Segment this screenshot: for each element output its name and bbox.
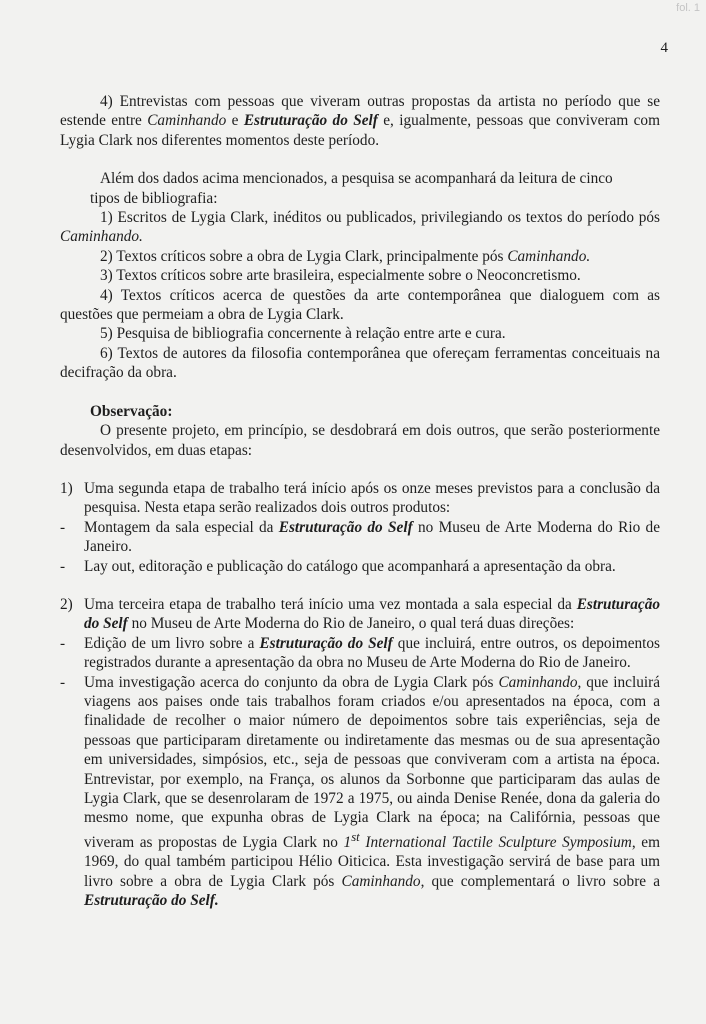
stage-1 (60, 479, 660, 518)
observation-heading: Observação: (90, 402, 173, 420)
intro-line: Além dos dados acima mencionados, a pesquisa se acompanhará da leitura de cinco (100, 170, 613, 188)
observation-text: O presente projeto, em princípio, se desdobrará em dois outros, que serão posteriormente desenvolvidos, em duas etapas: (60, 422, 660, 459)
dash-marker: - (60, 557, 66, 575)
stage-2 (60, 595, 660, 634)
stage-1-dash-1: - Montagem da sala especial da Estruturação do Self no Museu de Arte Moderna do Rio de Janeiro. (60, 518, 660, 556)
bib-item-3: 3) Textos críticos sobre arte brasileira, especialmente sobre o Neoconcretismo. (100, 267, 581, 285)
stage-1-text: Uma segunda etapa de trabalho terá início após os onze meses previstos para a conclusão da pesquisa. Nesta etapa serão realizados dois outros produtos: (84, 479, 660, 517)
bib-item-6: 6) Textos de autores da filosofia contemporânea que ofereçam ferramentas conceituais na decifração da obra. (60, 344, 660, 382)
body-text (60, 92, 660, 911)
bib-item-2: 2) Textos críticos sobre a obra de Lygia Clark, principalmente pós Caminhando. (100, 247, 591, 265)
bib-item-5: 5) Pesquisa de bibliografia concernente à relação entre arte e cura. (100, 325, 506, 343)
stage-2-text: Uma terceira etapa de trabalho terá início uma vez montada a sala especial da Estruturação do Self no Museu de Arte Moderna do Rio de Janeiro, o qual terá duas direções: (84, 595, 660, 633)
stage-2-dash-1: - Edição de um livro sobre a Estruturação do Self que incluirá, entre outros, os depoimentos registrados durante a apresentação da obra no Museu de Arte Moderna do Rio de Janeiro. (60, 634, 660, 672)
dash-marker: - (60, 634, 66, 652)
bib-item-1: 1) Escritos de Lygia Clark, inéditos ou publicados, privilegiando os textos do período pós Caminhando. (60, 209, 660, 246)
stage-1-marker: 1) (60, 479, 73, 497)
bib-item-4: 4) Textos críticos acerca de questões da arte contemporânea que dialoguem com as questões que permeiam a obra de Lygia Clark. (60, 286, 660, 324)
stage-2-dash-2: - Uma investigação acerca do conjunto da obra de Lygia Clark pós Caminhando, que incluirá viagens aos paises onde tais trabalhos foram criados e/ou apresentados na época, com a finalidade de recolher o maior número de depoimentos sobre tais experiências, seja de pessoas que participaram diretamente ou indiretamente das mesmas ou de sua apresentação em universidades, simpósios, etc., seja de pessoas que conviveram com a artista na época. Entrevistar, por exemplo, na França, os alunos da Sorbonne que participaram das aulas de Lygia Clark, que se desenrolaram de 1972 a 1975, ou ainda Denise Renée, dona da galeria do mesmo nome, que expunha obras de Lygia Clark na época; na Califórnia, pessoas que viveram as propostas de Lygia Clark no 1st International Tactile Sculpture Symposium, em 1969, do qual também participou Hélio Oiticica. Esta investigação servirá de base para um livro sobre a obra de Lygia Clark pós Caminhando, que complementará o livro sobre a Estruturação do Self. (60, 673, 660, 910)
stage-1-dash-2: - Lay out, editoração e publicação do catálogo que acompanhará a apresentação da obra. (60, 557, 616, 575)
dash-marker: - (60, 518, 66, 536)
archive-mark: fol. 1 (676, 2, 700, 14)
intro-line-2: tipos de bibliografia: (90, 189, 218, 207)
dash-marker: - (60, 673, 66, 691)
stage-2-marker: 2) (60, 595, 73, 613)
page-number: 4 (660, 40, 668, 56)
item-4-paragraph: 4) Entrevistas com pessoas que viveram outras propostas da artista no período que se estende entre Caminhando e Estruturação do Self e, igualmente, pessoas que conviveram com Lygia Clark nos diferentes momentos deste período. (60, 93, 660, 149)
